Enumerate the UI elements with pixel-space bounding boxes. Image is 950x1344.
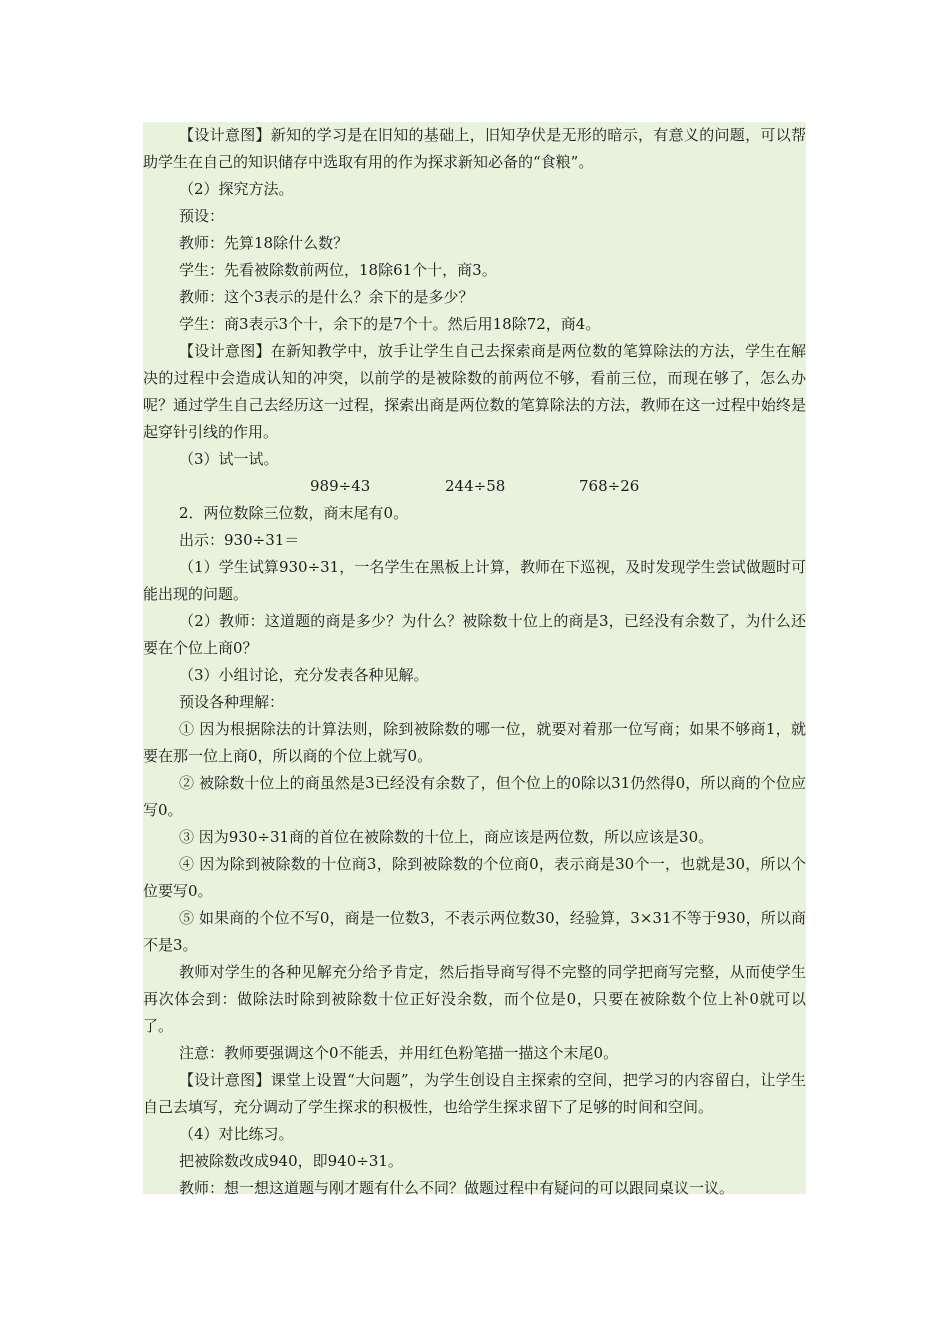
understanding-2: ② 被除数十位上的商虽然是3已经没有余数了，但个位上的0除以31仍然得0，所以商的个位应写0。: [143, 774, 806, 819]
understanding-5: ⑤ 如果商的个位不写0，商是一位数3，不表示两位数30，经验算，3×31不等于930，所以商不是3。: [143, 909, 806, 954]
exercise-item: 244÷58: [445, 477, 506, 495]
highlighted-text-block: [143, 122, 806, 1197]
exercise-item: 989÷43: [310, 477, 371, 495]
understanding-1: ① 因为根据除法的计算法则，除到被除数的哪一位，就要对着那一位写商；如果不够商1，就要在那一位上商0，所以商的个位上就写0。: [143, 720, 806, 765]
change-dividend-paragraph: 把被除数改成940，即940÷31。: [179, 1152, 403, 1170]
design-intent-paragraph-1: 【设计意图】新知的学习是在旧知的基础上，旧知孕伏是无形的暗示，有意义的问题，可以帮助学生在自己的知识储存中选取有用的作为探求新知必备的“食粮”。: [143, 126, 806, 171]
dialogue-teacher-2: 教师：这个3表示的是什么？余下的是多少？: [179, 288, 474, 306]
understanding-3: ③ 因为930÷31商的首位在被除数的十位上，商应该是两位数，所以应该是30。: [179, 828, 714, 846]
design-intent-paragraph-2: 【设计意图】在新知教学中，放手让学生自己去探索商是两位数的笔算除法的方法，学生在解决的过程中会造成认知的冲突，以前学的是被除数的前两位不够，看前三位，而现在够了，怎么办呢？通过学生自己去经历这一过程，探索出商是两位数的笔算除法的方法，教师在这一过程中始终是起穿针引线的作用。: [143, 342, 806, 441]
dialogue-student-1: 学生：先看被除数前两位，18除61个十，商3。: [179, 261, 497, 279]
teacher-summary-paragraph: 教师对学生的各种见解充分给予肯定，然后指导商写得不完整的同学把商写完整，从而使学生再次体会到：做除法时除到被除数十位正好没余数，而个位是0，只要在被除数个位上补0就可以了。: [143, 963, 806, 1035]
dialogue-teacher-3: 教师：想一想这道题与刚才题有什么不同？做题过程中有疑问的可以跟同桌议一议。: [179, 1179, 735, 1197]
exercise-item: 768÷26: [579, 477, 640, 495]
preset-label: 预设：: [179, 207, 225, 225]
understanding-4: ④ 因为除到被除数的十位商3，除到被除数的个位商0，表示商是30个一，也就是30，所以个位要写0。: [143, 855, 806, 900]
preset-understandings-label: 预设各种理解：: [179, 693, 285, 711]
section-heading-try: （3）试一试。: [179, 450, 279, 468]
note-paragraph: 注意：教师要强调这个0不能丢，并用红色粉笔描一描这个末尾0。: [179, 1044, 619, 1062]
section-heading-2: 2．两位数除三位数，商末尾有0。: [179, 504, 409, 522]
section-heading-explore-method: （2）探究方法。: [179, 180, 294, 198]
dialogue-teacher-1: 教师：先算18除什么数？: [179, 234, 349, 252]
show-problem: 出示：930÷31＝: [179, 531, 300, 549]
dialogue-student-2: 学生：商3表示3个十，余下的是7个十。然后用18除72，商4。: [179, 315, 601, 333]
design-intent-paragraph-3: 【设计意图】课堂上设置“大问题”，为学生创设自主探索的空间，把学习的内容留白，让学生自己去填写，充分调动了学生探求的积极性，也给学生探求留下了足够的时间和空间。: [143, 1071, 806, 1116]
step-1-paragraph: （1）学生试算930÷31，一名学生在黑板上计算，教师在下巡视，及时发现学生尝试做题时可能出现的问题。: [143, 558, 806, 603]
step-3-paragraph: （3）小组讨论，充分发表各种见解。: [179, 666, 429, 684]
section-heading-compare: （4）对比练习。: [179, 1125, 294, 1143]
step-2-paragraph: （2）教师：这道题的商是多少？为什么？被除数十位上的商是3，已经没有余数了，为什么还要在个位上商0？: [143, 612, 806, 657]
